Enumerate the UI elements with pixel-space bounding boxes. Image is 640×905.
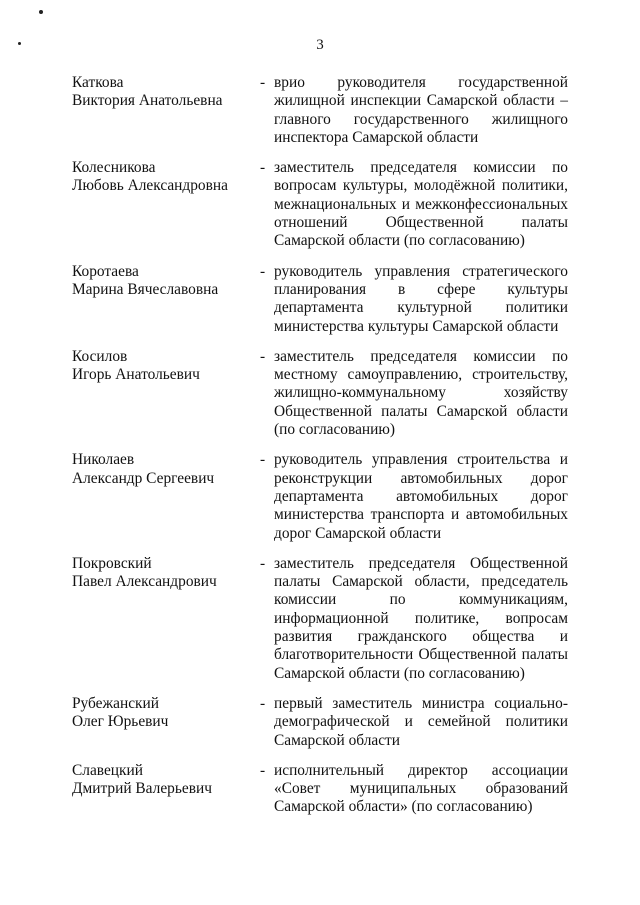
member-entry [72, 451, 568, 542]
member-name [72, 348, 257, 385]
member-name [72, 762, 257, 799]
member-given-names: Любовь Александровна [72, 177, 228, 195]
member-entry [72, 762, 568, 817]
entry-dash: - [260, 74, 266, 91]
member-entry [72, 263, 568, 336]
member-name [72, 263, 257, 300]
member-given-names: Александр Сергеевич [72, 469, 215, 487]
member-given-names: Олег Юрьевич [72, 713, 169, 731]
member-given-names: Виктория Анатольевна [72, 92, 223, 110]
member-name [72, 695, 257, 732]
member-entry [72, 159, 568, 250]
member-given-names: Павел Александрович [72, 573, 217, 591]
member-position: первый заместитель министра социально-демографической и семейной политики Самарской области [274, 694, 568, 749]
scan-speck [39, 10, 43, 14]
member-name [72, 451, 257, 488]
member-given-names: Игорь Анатольевич [72, 366, 200, 384]
member-entry [72, 348, 568, 439]
member-entry [72, 695, 568, 750]
page-number: 3 [316, 37, 324, 53]
member-position: исполнительный директор ассоциации «Совет муниципальных образований Самарской области» (по согласованию) [274, 761, 568, 816]
entry-dash: - [260, 451, 266, 469]
member-entry [72, 74, 568, 147]
member-position: руководитель управления строительства и реконструкции автомобильных дорог департамента автомобильных дорог министерства транспорта и автомобильных дорог Самарской области [274, 451, 568, 542]
member-name [72, 555, 257, 592]
member-position: заместитель председателя Общественной палаты Самарской области, председатель комиссии по коммуникациям, информационной политике, вопросам развития гражданского общества и благотворительности Общественной палаты Самарской области (по согласованию) [274, 554, 568, 682]
member-name [72, 74, 257, 111]
entry-dash: - [260, 262, 266, 280]
member-surname: Каткова [72, 74, 124, 91]
member-given-names: Дмитрий Валерьевич [72, 780, 212, 798]
member-position: врио руководителя государственной жилищной инспекции Самарской области – главного государственного жилищного инспектора Самарской области [274, 74, 568, 146]
member-surname: Коротаева [72, 262, 139, 280]
entry-dash: - [260, 347, 266, 365]
entry-dash: - [260, 761, 266, 779]
member-position: руководитель управления стратегического планирования в сфере культуры департамента культурной политики министерства культуры Самарской области [274, 262, 568, 335]
member-surname: Покровский [72, 554, 152, 572]
member-surname: Рубежанский [72, 694, 159, 712]
member-surname: Косилов [72, 347, 128, 365]
member-surname: Славецкий [72, 761, 143, 779]
entry-dash: - [260, 694, 266, 712]
member-given-names: Марина Вячеславовна [72, 280, 219, 298]
member-name [72, 159, 257, 196]
entry-dash: - [260, 554, 266, 572]
entry-dash: - [260, 159, 266, 177]
member-list [72, 74, 568, 817]
member-position: заместитель председателя комиссии по местному самоуправлению, строительству, жилищно-коммунальному хозяйству Общественной палаты Самарской области (по согласованию) [274, 347, 568, 439]
member-surname: Николаев [72, 451, 135, 469]
member-entry [72, 555, 568, 683]
member-surname: Колесникова [72, 159, 156, 177]
member-position: заместитель председателя комиссии по вопросам культуры, молодёжной политики, межнациональных и межконфессиональных отношений Общественной палаты Самарской области (по согласованию) [274, 159, 568, 250]
